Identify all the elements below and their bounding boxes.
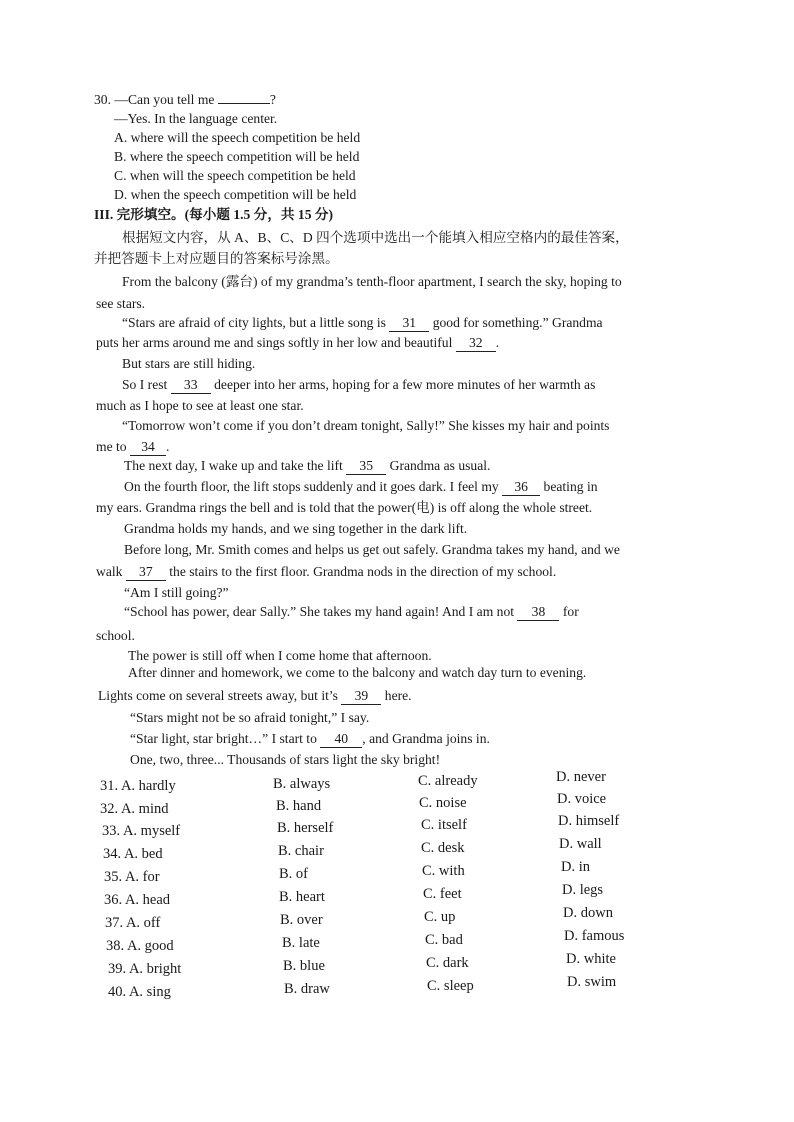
choice-c: C. itself: [421, 817, 467, 833]
choice-b: B. over: [280, 912, 323, 928]
passage-text: , and Grandma joins in.: [362, 731, 490, 746]
section-heading: III. 完形填空。(每小题 1.5 分，共 15 分): [94, 207, 334, 222]
passage-line: [124, 478, 598, 496]
passage-text: So I rest: [122, 377, 168, 392]
passage-text: beating in: [543, 479, 598, 494]
blank-38: 38: [517, 603, 559, 621]
q30-blank: [218, 103, 270, 104]
passage-text: “Stars are afraid of city lights, but a little song is: [122, 315, 386, 330]
q30-option-a: A. where will the speech competition be held: [114, 130, 361, 145]
choice-b: B. late: [282, 935, 320, 951]
blank-33: 33: [171, 376, 211, 394]
passage-text: “Star light, star bright…” I start to: [130, 731, 317, 746]
passage-text: .: [495, 335, 500, 350]
passage-line: [96, 563, 556, 581]
choice-a: 37. A. off: [105, 915, 161, 931]
passage-line: see stars.: [96, 296, 146, 311]
passage-line: [124, 603, 579, 621]
choice-b: B. hand: [276, 798, 322, 814]
choice-a: 36. A. head: [104, 892, 171, 908]
blank-37: 37: [126, 563, 166, 581]
choice-c: C. dark: [426, 955, 469, 971]
passage-text: deeper into her arms, hoping for a few more minutes of her warmth as: [214, 377, 596, 392]
choice-a: 32. A. mind: [100, 801, 169, 817]
choice-b: B. blue: [283, 958, 325, 974]
choice-d: D. in: [561, 859, 590, 875]
passage-line: Grandma holds my hands, and we sing together in the dark lift.: [124, 521, 468, 536]
passage-text: .: [166, 439, 170, 454]
choice-c: C. already: [418, 773, 478, 789]
choice-d: D. himself: [558, 813, 620, 829]
passage-line: [122, 314, 603, 332]
passage-line: Before long, Mr. Smith comes and helps us get out safely. Grandma takes my hand, and we: [124, 542, 620, 557]
choice-a: 40. A. sing: [108, 984, 171, 1000]
choice-b: B. herself: [277, 820, 334, 836]
passage-line: “Am I still going?”: [124, 585, 229, 600]
choice-d: D. legs: [562, 882, 604, 898]
choice-b: B. heart: [279, 889, 325, 905]
passage-line: [130, 730, 490, 748]
q30-option-d: D. when the speech competition will be held: [114, 187, 357, 202]
passage-text: walk: [96, 564, 123, 579]
choice-d: D. never: [556, 769, 606, 785]
choice-c: C. feet: [423, 886, 462, 902]
passage-line: From the balcony (露台) of my grandma’s tenth-floor apartment, I search the sky, hoping to: [122, 274, 622, 289]
choice-c: C. desk: [421, 840, 465, 856]
passage-text: me to: [96, 439, 127, 454]
blank-32: 32: [456, 334, 496, 352]
choice-a: 33. A. myself: [102, 823, 181, 839]
passage-line: [98, 687, 412, 705]
passage-text: Lights come on several streets away, but it’s: [98, 688, 338, 703]
choice-a: 34. A. bed: [103, 846, 163, 862]
passage-text: good for something.” Grandma: [432, 315, 603, 330]
choice-b: B. draw: [284, 981, 330, 997]
blank-40: 40: [320, 730, 362, 748]
choice-c: C. sleep: [427, 978, 474, 994]
passage-line: One, two, three... Thousands of stars light the sky bright!: [130, 752, 441, 767]
passage-line: school.: [96, 628, 135, 643]
passage-text: Grandma as usual.: [389, 458, 491, 473]
blank-34: 34: [130, 438, 166, 456]
passage-text: The next day, I wake up and take the lift: [124, 458, 343, 473]
passage-text: puts her arms around me and sings softly in her low and beautiful: [96, 335, 453, 350]
passage-text: for: [562, 604, 579, 619]
choice-a: 31. A. hardly: [100, 778, 176, 794]
passage-text: here.: [384, 688, 412, 703]
choice-b: B. of: [279, 866, 308, 882]
q30-option-c: C. when will the speech competition be held: [114, 168, 356, 183]
passage-text: On the fourth floor, the lift stops suddenly and it goes dark. I feel my: [124, 479, 499, 494]
passage-line: After dinner and homework, we come to the balcony and watch day turn to evening.: [128, 665, 587, 680]
passage-text: “School has power, dear Sally.” She takes my hand again! And I am not: [124, 604, 515, 619]
passage-line: [96, 438, 169, 456]
choice-b: B. always: [273, 776, 331, 792]
passage-line: But stars are still hiding.: [122, 356, 256, 371]
choice-d: D. voice: [557, 791, 607, 807]
passage-line: The power is still off when I come home that afternoon.: [128, 648, 432, 663]
passage-line: [124, 457, 490, 475]
choice-a: 38. A. good: [106, 938, 174, 954]
choice-c: C. noise: [419, 795, 467, 811]
blank-36: 36: [502, 478, 540, 496]
passage-line: [96, 334, 499, 352]
choice-a: 35. A. for: [104, 869, 160, 885]
section-instruction-2: 并把答题卡上对应题目的答案标号涂黑。: [94, 251, 339, 266]
choice-d: D. famous: [564, 928, 625, 944]
q30-reply: —Yes. In the language center.: [114, 111, 278, 126]
choice-b: B. chair: [278, 843, 324, 859]
passage-line: [122, 376, 595, 394]
choice-d: D. wall: [559, 836, 602, 852]
passage-text: the stairs to the first floor. Grandma nods in the direction of my school.: [169, 564, 557, 579]
choice-c: C. up: [424, 909, 456, 925]
blank-39: 39: [341, 687, 381, 705]
q30-stem-prefix: 30. —Can you tell me: [94, 92, 215, 107]
blank-35: 35: [346, 457, 386, 475]
passage-line: “Stars might not be so afraid tonight,” I say.: [130, 710, 370, 725]
choice-d: D. down: [563, 905, 613, 921]
q30-stem-suffix: ?: [269, 92, 276, 107]
choice-a: 39. A. bright: [108, 961, 182, 977]
passage-line: much as I hope to see at least one star.: [96, 398, 304, 413]
q30-option-b: B. where the speech competition will be held: [114, 149, 360, 164]
passage-line: my ears. Grandma rings the bell and is told that the power(电) is off along the whole street.: [96, 500, 593, 515]
passage-line: “Tomorrow won’t come if you don’t dream tonight, Sally!” She kisses my hair and points: [122, 418, 610, 433]
choice-d: D. swim: [567, 974, 617, 990]
section-instruction-1: 根据短文内容，从 A、B、C、D 四个选项中选出一个能填入相应空格内的最佳答案，: [122, 230, 629, 245]
q30-stem: [94, 91, 276, 108]
blank-31: 31: [389, 314, 429, 332]
choice-c: C. bad: [425, 932, 463, 948]
choice-c: C. with: [422, 863, 465, 879]
choice-d: D. white: [566, 951, 616, 967]
